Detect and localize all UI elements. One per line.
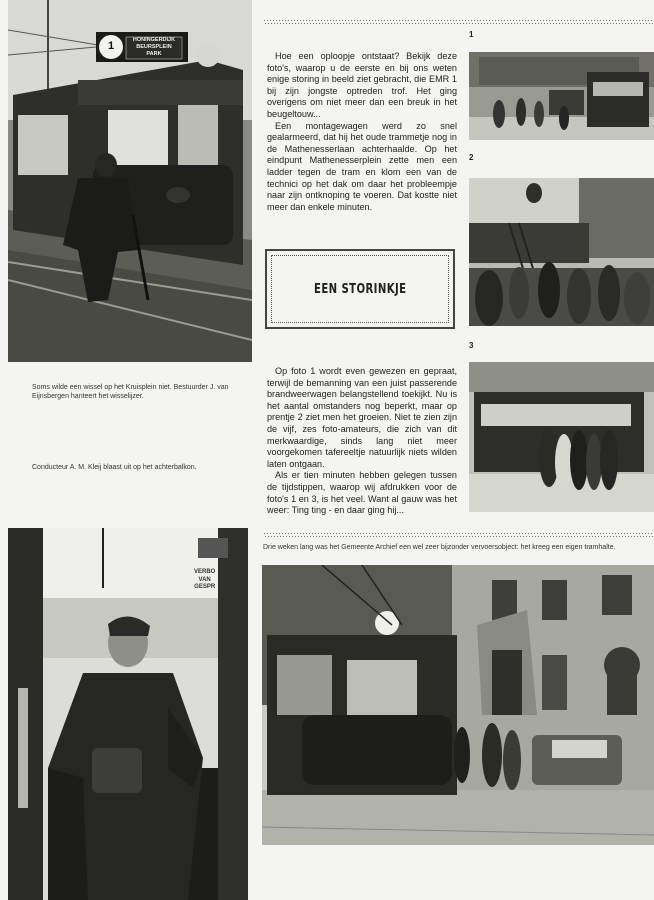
- title-box: [265, 249, 455, 329]
- caption-conducteur: Conducteur A. M. Kleij blaast uit op het achterbalkon.: [32, 464, 197, 471]
- caption-wissel: Soms wilde een wissel op het Kruisplein niet. Bestuurder J. van Eijnsbergen hanteert het wisselijzer.: [32, 384, 229, 401]
- photo-2-repair: [469, 178, 654, 326]
- top-dotted-rule: [264, 20, 654, 25]
- mid-dotted-rule: [264, 533, 654, 538]
- photo-conductor: [8, 528, 248, 900]
- tram-number-sign: 1: [107, 40, 115, 52]
- tram-destination-sign: HONINGERDIJK BEURSPLEIN PARK: [132, 37, 176, 57]
- door-sign: VERBO VAN GESPR: [194, 569, 216, 590]
- photo-1-tram-street: [469, 52, 654, 140]
- photo-number-2: 2: [469, 153, 474, 162]
- photo-tram-switch: [8, 0, 252, 362]
- article-bottom: Op foto 1 wordt even gewezen en gepraat, terwijl de bemanning van een juist passerende brandweerwagen belangstellend toekijkt. Nu is het aantal omstanders nog beperkt, maar op prentje 2 ziet men het groeien. Niet te zien zijn de vijf, zes foto-amateurs, die zich van dit merkwaardige, sinds lang niet meer voorgekomen tafereeltje natuurlijk niets wilden laten ontgaan. Als er tien minuten hebben gelegen tussen de tijdstippen, waarop wij afdrukken voor de foto's 1 en 3, is het veel. Want al gauw was het weer: Ting ting - en daar ging hij...: [267, 366, 457, 516]
- article-top: Hoe een oploopje ontstaat? Bekijk deze foto's, waarop u de eerste en bij ons weten enige storing in beeld ziet gebracht, die EMR 1 bij zijn jongste optreden trof. Het ging overigens om niet meer dan een breuk in het beugeltouw... Een montagewagen werd zo snel gealarmeerd, dat hij het oude trammetje nog in de Mathenesserlaan achterhaalde. Op het eindpunt Mathenesserplein zette men een ladder tegen de tram en klom een van de technici op het dak om daar het probleempje naar zijn ontknoping te voeren. Dat kostte niet meer dan enkele minuten.: [267, 51, 457, 212]
- title-frame: [271, 255, 449, 323]
- caption-archief: Drie weken lang was het Gemeente Archief een wel zeer bijzonder vervoersobject: het kreeg een eigen tramhalte.: [263, 544, 616, 551]
- photo-archive-building: [262, 565, 654, 845]
- page-title: EEN STORINKJE: [313, 281, 407, 297]
- photo-number-3: 3: [469, 341, 474, 350]
- photo-number-1: 1: [469, 30, 474, 39]
- photo-3-crowd: [469, 362, 654, 512]
